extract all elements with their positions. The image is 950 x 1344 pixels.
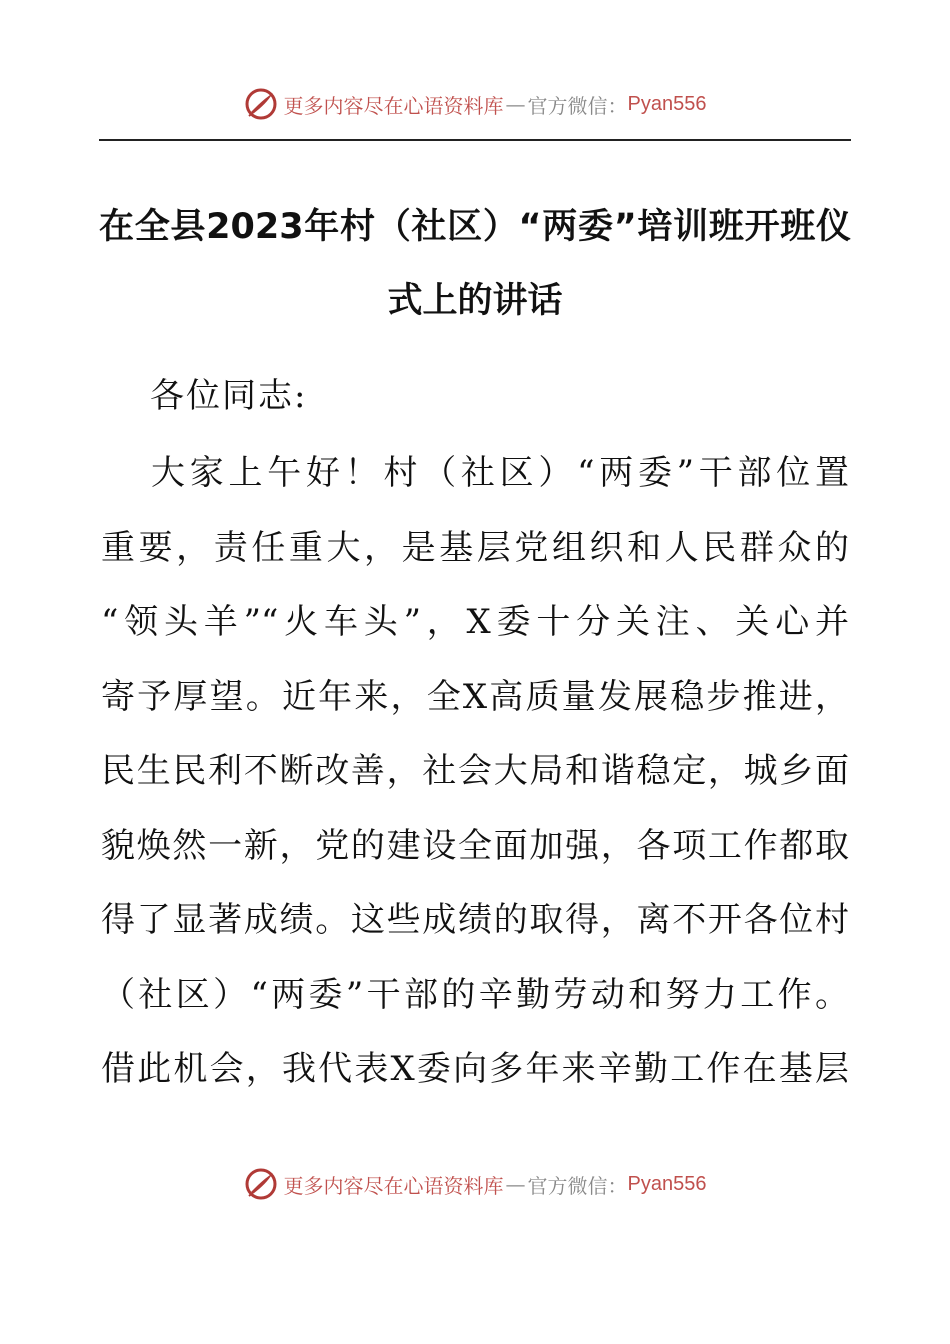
- title-line-1: 在全县2023年村（社区）“两委”培训班开班仪: [99, 207, 851, 247]
- body-line: 民生民利不断改善，社会大局和谐稳定，城乡面: [101, 751, 849, 791]
- quill-pen-logo-icon: [244, 87, 278, 121]
- body-line: 借此机会，我代表X委向多年来辛勤工作在基层: [101, 1049, 849, 1089]
- watermark-wechat-id: Pyan556: [627, 1172, 707, 1195]
- body-line: （社区）“两委”干部的辛勤劳动和努力工作。: [101, 974, 849, 1015]
- body-line: 得了显著成绩。这些成绩的取得，离不开各位村: [101, 900, 849, 940]
- watermark-separator: —: [505, 92, 526, 116]
- body-line: 寄予厚望。近年来，全X高质量发展稳步推进，: [101, 676, 849, 717]
- body-line: 大家上午好！村（社区）“两委”干部位置: [151, 453, 849, 493]
- title-line-2: 式上的讲话: [387, 281, 563, 321]
- document-title: [99, 190, 851, 338]
- watermark-text: 更多内容尽在心语资料库: [283, 1173, 504, 1198]
- header-divider: [99, 139, 851, 141]
- salutation: 各位同志:: [150, 376, 308, 416]
- body-line: “领头羊”“火车头”，X委十分关注、关心并: [101, 602, 849, 642]
- watermark-separator: —: [505, 1172, 526, 1196]
- watermark-official-label: 官方微信：: [527, 1173, 628, 1198]
- watermark-text: 更多内容尽在心语资料库: [283, 93, 504, 118]
- watermark-official-label: 官方微信：: [527, 93, 628, 118]
- body-line: 貌焕然一新，党的建设全面加强，各项工作都取: [101, 825, 849, 866]
- watermark-wechat-id: Pyan556: [627, 92, 707, 115]
- body-line: 重要，责任重大，是基层党组织和人民群众的: [101, 527, 849, 568]
- footer-watermark: [0, 1162, 950, 1206]
- header-watermark: [0, 82, 950, 126]
- body-paragraph: [101, 436, 849, 1107]
- quill-pen-logo-icon: [244, 1167, 278, 1201]
